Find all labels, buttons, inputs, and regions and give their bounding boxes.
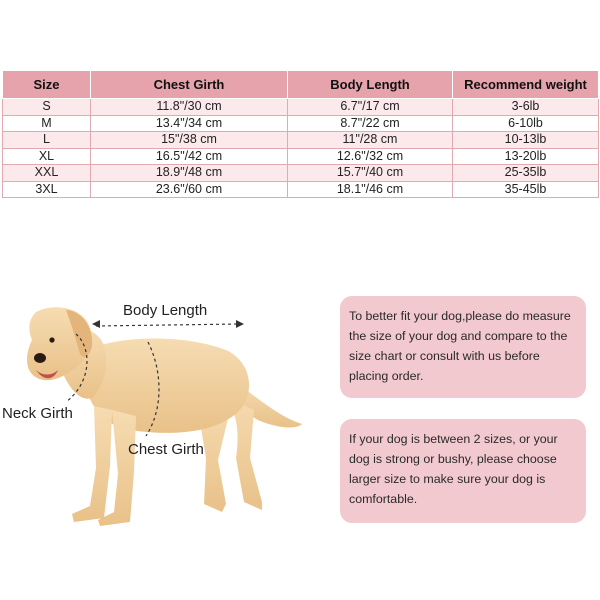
table-row: [3, 132, 599, 149]
table-row: [3, 181, 599, 198]
cell-chest: 11.8"/30 cm: [91, 99, 288, 116]
dog-front-leg-far: [72, 406, 112, 522]
header-size: Size: [3, 71, 91, 99]
cell-size: XXL: [3, 165, 91, 182]
cell-size: S: [3, 99, 91, 116]
cell-weight: 6-10lb: [453, 115, 599, 132]
cell-size: XL: [3, 148, 91, 165]
dog-eye: [49, 337, 54, 342]
cell-chest: 23.6"/60 cm: [91, 181, 288, 198]
cell-weight: 35-45lb: [453, 181, 599, 198]
fit-advice-note: To better fit your dog,please do measure the size of your dog and compare to the size chart or consult with us before placing order.: [340, 296, 586, 398]
cell-weight: 25-35lb: [453, 165, 599, 182]
cell-body: 11"/28 cm: [288, 132, 453, 149]
table-row: [3, 165, 599, 182]
body-length-label: Body Length: [123, 302, 208, 319]
body-length-line: [96, 324, 240, 326]
cell-size: L: [3, 132, 91, 149]
table-row: [3, 99, 599, 116]
cell-body: 15.7"/40 cm: [288, 165, 453, 182]
cell-chest: 18.9"/48 cm: [91, 165, 288, 182]
dog-measurement-diagram: [0, 290, 330, 540]
cell-chest: 16.5"/42 cm: [91, 148, 288, 165]
cell-body: 6.7"/17 cm: [288, 99, 453, 116]
dog-nose: [34, 353, 46, 363]
size-choice-note: If your dog is between 2 sizes, or your dog is strong or bushy, please choose larger size to make sure your dog is comfortable.: [340, 419, 586, 523]
chest-girth-label: Chest Girth: [128, 441, 204, 458]
header-recommend-weight: Recommend weight: [453, 71, 599, 99]
body-length-arrow-right: [236, 320, 244, 328]
table-header-row: [3, 71, 599, 99]
cell-chest: 13.4"/34 cm: [91, 115, 288, 132]
size-chart-table: [2, 70, 599, 198]
body-length-arrow-left: [92, 320, 100, 328]
neck-girth-label: Neck Girth: [2, 405, 73, 422]
cell-size: M: [3, 115, 91, 132]
cell-weight: 3-6lb: [453, 99, 599, 116]
cell-body: 8.7"/22 cm: [288, 115, 453, 132]
table-row: [3, 148, 599, 165]
cell-weight: 10-13lb: [453, 132, 599, 149]
header-chest-girth: Chest Girth: [91, 71, 288, 99]
header-body-length: Body Length: [288, 71, 453, 99]
cell-size: 3XL: [3, 181, 91, 198]
cell-body: 18.1"/46 cm: [288, 181, 453, 198]
cell-body: 12.6"/32 cm: [288, 148, 453, 165]
table-row: [3, 115, 599, 132]
cell-weight: 13-20lb: [453, 148, 599, 165]
cell-chest: 15"/38 cm: [91, 132, 288, 149]
